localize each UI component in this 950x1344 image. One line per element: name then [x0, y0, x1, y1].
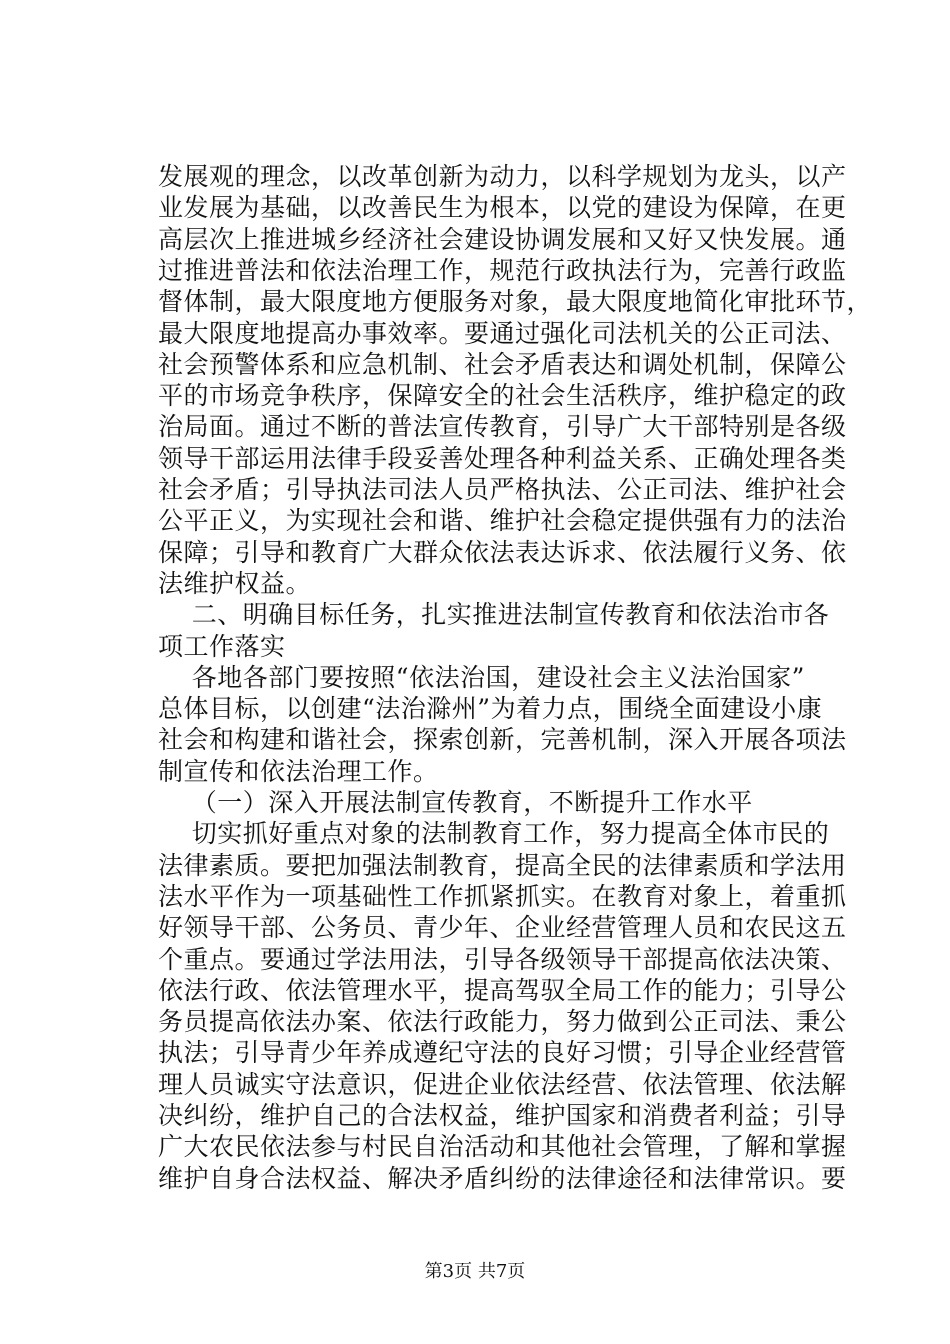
text-line: 好领导干部、公务员、青少年、企业经营管理人员和农民这五 — [158, 913, 847, 943]
text-line: 社会和构建和谐社会，探索创新，完善机制，深入开展各项法 — [158, 725, 847, 755]
text-line: 项工作落实 — [158, 631, 286, 661]
text-line: 法律素质。要把加强法制教育，提高全民的法律素质和学法用 — [158, 850, 847, 880]
text-line: 督体制，最大限度地方便服务对象，最大限度地简化审批环节， — [158, 287, 873, 317]
text-line: 执法；引导青少年养成遵纪守法的良好习惯；引导企业经营管 — [158, 1038, 847, 1068]
text-line: 理人员诚实守法意识，促进企业依法经营、依法管理、依法解 — [158, 1069, 847, 1099]
text-line: （一）深入开展法制宣传教育，不断提升工作水平 — [158, 788, 753, 817]
text-line: 高层次上推进城乡经济社会建设协调发展和又好又快发展。通 — [158, 224, 847, 254]
text-line: 个重点。要通过学法用法，引导各级领导干部提高依法决策、 — [158, 944, 847, 974]
text-line: 总体目标，以创建“法治滁州”为着力点，围绕全面建设小康 — [158, 694, 823, 724]
text-line: 维护自身合法权益、解决矛盾纠纷的法律途径和法律常识。要 — [158, 1163, 847, 1193]
text-line: 务员提高依法办案、依法行政能力，努力做到公正司法、秉公 — [158, 1007, 847, 1037]
text-line: 社会预警体系和应急机制、社会矛盾表达和调处机制，保障公 — [158, 349, 847, 379]
text-line: 平的市场竞争秩序，保障安全的社会生活秩序，维护稳定的政 — [158, 381, 847, 411]
text-line: 领导干部运用法律手段妥善处理各种利益关系、正确处理各类 — [158, 443, 847, 473]
text-line: 公平正义，为实现社会和谐、维护社会稳定提供强有力的法治 — [158, 506, 847, 536]
text-line: 治局面。通过不断的普法宣传教育，引导广大干部特别是各级 — [158, 412, 847, 442]
text-line: 法维护权益。 — [158, 568, 312, 598]
text-line: 保障；引导和教育广大群众依法表达诉求、依法履行义务、依 — [158, 537, 847, 567]
text-line: 制宣传和依法治理工作。 — [158, 756, 439, 786]
text-line: 社会矛盾；引导执法司法人员严格执法、公正司法、维护社会 — [158, 475, 847, 504]
text-line: 最大限度地提高办事效率。要通过强化司法机关的公正司法、 — [158, 318, 847, 348]
text-line: 过推进普法和依法治理工作，规范行政执法行为，完善行政监 — [158, 255, 847, 285]
text-line: 广大农民依法参与村民自治活动和其他社会管理，了解和掌握 — [158, 1132, 847, 1162]
text-line: 决纠纷，维护自己的合法权益，维护国家和消费者利益；引导 — [158, 1101, 847, 1130]
text-line: 发展观的理念，以改革创新为动力，以科学规划为龙头，以产 — [158, 162, 847, 191]
text-line: 法水平作为一项基础性工作抓紧抓实。在教育对象上，着重抓 — [158, 881, 847, 911]
text-line: 切实抓好重点对象的法制教育工作，努力提高全体市民的 — [158, 819, 830, 849]
text-line: 依法行政、依法管理水平，提高驾驭全局工作的能力；引导公 — [158, 975, 847, 1005]
page-footer: 第3页 共7页 — [424, 1261, 526, 1282]
text-line: 各地各部门要按照“依法治国，建设社会主义法治国家” — [158, 662, 805, 692]
text-line: 业发展为基础，以改善民生为根本，以党的建设为保障，在更 — [158, 193, 847, 223]
text-line: 二、明确目标任务，扎实推进法制宣传教育和依法治市各 — [158, 600, 830, 630]
